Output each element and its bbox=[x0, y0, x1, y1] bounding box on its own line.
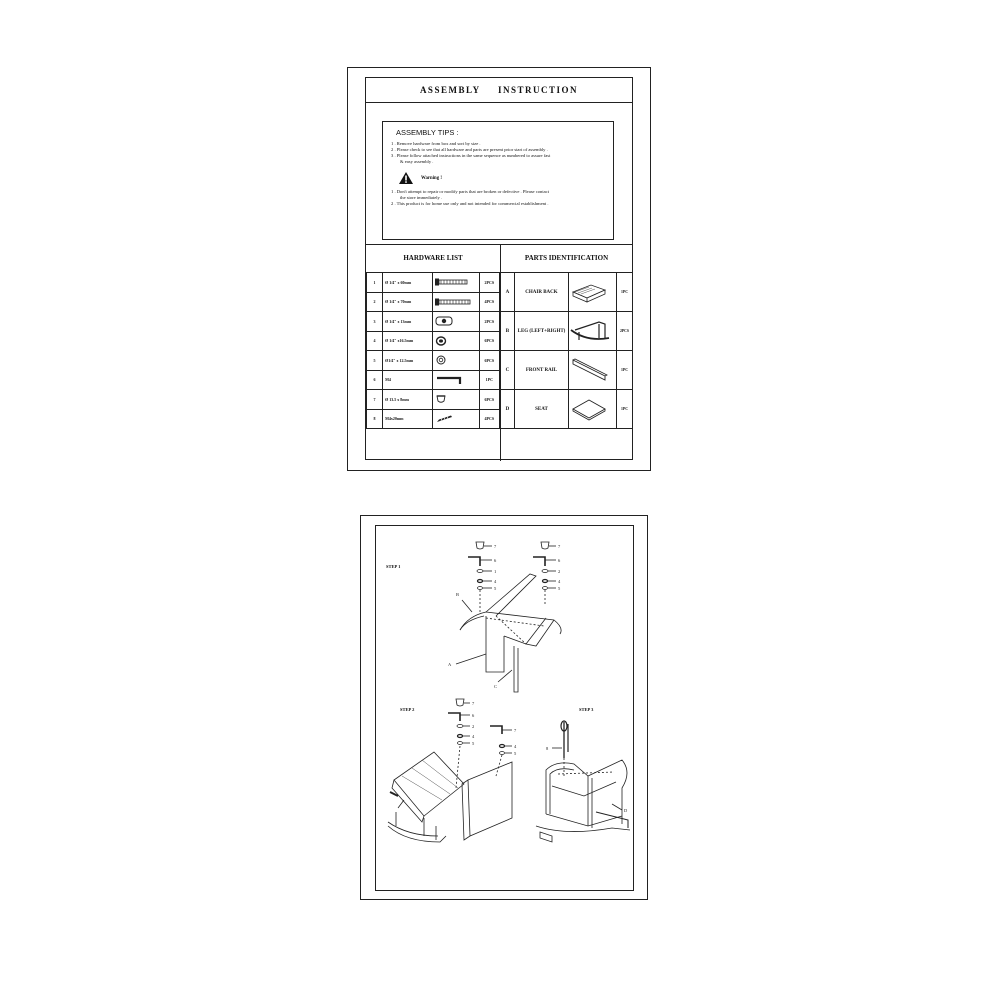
callout-6: 6 bbox=[472, 713, 475, 718]
step-3-label: STEP 3 bbox=[579, 707, 594, 712]
callout-D: D bbox=[624, 808, 628, 813]
part-letter: A bbox=[501, 273, 515, 312]
flat-washer-icon bbox=[433, 351, 479, 371]
hw-spec: Ø1/4" x 12.5mm bbox=[383, 351, 433, 371]
step-1-label: STEP 1 bbox=[386, 564, 401, 569]
warning-line: the store immediately . bbox=[400, 195, 443, 200]
part-name: CHAIR BACK bbox=[514, 273, 568, 312]
tip-line: 1 . Remove hardware from box and sort by size . bbox=[391, 141, 481, 146]
hw-quantity: 6PCS bbox=[479, 390, 499, 410]
callout-4: 4 bbox=[472, 734, 475, 739]
front-rail-icon bbox=[569, 351, 617, 390]
hw-number: 8 bbox=[367, 409, 383, 429]
parts-identification-table bbox=[500, 272, 633, 429]
part-quantity: 1PC bbox=[617, 351, 633, 390]
table-row bbox=[501, 390, 633, 429]
table-row bbox=[501, 312, 633, 351]
tip-line: & easy assembly . bbox=[400, 159, 434, 164]
table-row bbox=[367, 273, 500, 293]
bolt-long-icon bbox=[433, 273, 479, 293]
page-2-frame bbox=[375, 525, 634, 891]
seat-panel-icon bbox=[569, 390, 617, 429]
hw-quantity: 4PCS bbox=[479, 292, 499, 312]
hw-number: 1 bbox=[367, 273, 383, 293]
callout-B: B bbox=[456, 592, 460, 597]
assembly-tips-heading: ASSEMBLY TIPS : bbox=[396, 128, 459, 137]
barrel-nut-icon bbox=[433, 312, 479, 332]
table-row bbox=[501, 273, 633, 312]
rocker-leg-icon bbox=[569, 312, 617, 351]
parts-identification-heading: PARTS IDENTIFICATION bbox=[524, 254, 609, 262]
table-row bbox=[367, 370, 500, 390]
spring-washer-icon bbox=[433, 331, 479, 351]
warning-row bbox=[399, 172, 605, 184]
callout-7: 7 bbox=[472, 701, 475, 706]
hw-quantity: 6PCS bbox=[479, 331, 499, 351]
step-2-label: STEP 2 bbox=[400, 707, 415, 712]
hw-spec: Ø 13.5 x 8mm bbox=[383, 390, 433, 410]
warning-line: 2 . This product is for home use only and not intended for commercial establishment . bbox=[391, 201, 549, 206]
part-quantity: 1PC bbox=[617, 273, 633, 312]
assembly-tips-box bbox=[382, 121, 614, 240]
warning-triangle-icon bbox=[399, 172, 413, 184]
callout-5: 5 bbox=[514, 751, 517, 756]
tip-line: 3 . Please follow attached instructions in the same sequence as numbered to assure fast bbox=[391, 153, 551, 158]
hw-number: 4 bbox=[367, 331, 383, 351]
part-letter: C bbox=[501, 351, 515, 390]
hw-quantity: 2PCS bbox=[479, 273, 499, 293]
wood-screw-icon bbox=[433, 409, 479, 429]
callout-5: 5 bbox=[494, 586, 497, 591]
hw-spec: M4x20mm bbox=[383, 409, 433, 429]
hardware-list-table bbox=[366, 272, 500, 429]
callout-A: A bbox=[448, 662, 452, 667]
callout-2: 2 bbox=[472, 724, 475, 729]
callout-4: 4 bbox=[494, 579, 497, 584]
hardware-list-heading: HARDWARE LIST bbox=[403, 254, 463, 262]
cap-nut-icon bbox=[433, 390, 479, 410]
hw-number: 3 bbox=[367, 312, 383, 332]
callout-5: 5 bbox=[472, 741, 475, 746]
bolt-longer-icon bbox=[433, 292, 479, 312]
instruction-sheet-page-2 bbox=[360, 515, 648, 900]
hw-quantity: 1PC bbox=[479, 370, 499, 390]
hw-quantity: 6PCS bbox=[479, 351, 499, 371]
assembly-steps-illustration bbox=[376, 526, 633, 890]
callout-C: C bbox=[494, 684, 498, 689]
instruction-sheet-page-1 bbox=[347, 67, 651, 471]
table-row bbox=[367, 390, 500, 410]
chair-back-icon bbox=[569, 273, 617, 312]
callout-6: 6 bbox=[494, 558, 497, 563]
table-row bbox=[367, 312, 500, 332]
hw-spec: M4 bbox=[383, 370, 433, 390]
hw-quantity: 2PCS bbox=[479, 312, 499, 332]
hw-spec: Ø 1/4" x 60mm bbox=[383, 273, 433, 293]
part-letter: D bbox=[501, 390, 515, 429]
hw-number: 6 bbox=[367, 370, 383, 390]
part-quantity: 1PC bbox=[617, 390, 633, 429]
part-name: SEAT bbox=[514, 390, 568, 429]
table-row bbox=[367, 331, 500, 351]
hw-spec: Ø 1/4" x16.5mm bbox=[383, 331, 433, 351]
part-quantity: 2PCS bbox=[617, 312, 633, 351]
table-row bbox=[501, 351, 633, 390]
callout-7: 7 bbox=[514, 728, 517, 733]
hw-number: 5 bbox=[367, 351, 383, 371]
callout-2: 2 bbox=[558, 569, 561, 574]
table-row bbox=[367, 409, 500, 429]
hw-number: 2 bbox=[367, 292, 383, 312]
warning-label: Warning ! bbox=[421, 175, 442, 181]
callout-4: 4 bbox=[558, 579, 561, 584]
assembly-instruction-title: ASSEMBLY INSTRUCTION bbox=[366, 78, 632, 103]
hw-quantity: 4PCS bbox=[479, 409, 499, 429]
hw-number: 7 bbox=[367, 390, 383, 410]
callout-4: 4 bbox=[514, 744, 517, 749]
table-row bbox=[367, 351, 500, 371]
part-name: FRONT RAIL bbox=[514, 351, 568, 390]
allen-key-icon bbox=[433, 370, 479, 390]
warning-line: 1 . Don't attempt to repair or modify parts that are broken or defective . Please contact bbox=[391, 189, 549, 194]
callout-5: 5 bbox=[558, 586, 561, 591]
page-1-frame bbox=[365, 77, 633, 460]
part-letter: B bbox=[501, 312, 515, 351]
callout-6: 6 bbox=[558, 558, 561, 563]
tip-line: 2 . Please check to see that all hardware and parts are present prior start of assembly . bbox=[391, 147, 548, 152]
callout-1: 1 bbox=[494, 569, 497, 574]
callout-7: 7 bbox=[494, 544, 497, 549]
part-name: LEG (LEFT+RIGHT) bbox=[514, 312, 568, 351]
callout-7: 7 bbox=[558, 544, 561, 549]
hw-spec: Ø 1/4" x 70mm bbox=[383, 292, 433, 312]
hw-spec: Ø 1/4" x 13mm bbox=[383, 312, 433, 332]
callout-8: 8 bbox=[546, 746, 549, 751]
table-row bbox=[367, 292, 500, 312]
